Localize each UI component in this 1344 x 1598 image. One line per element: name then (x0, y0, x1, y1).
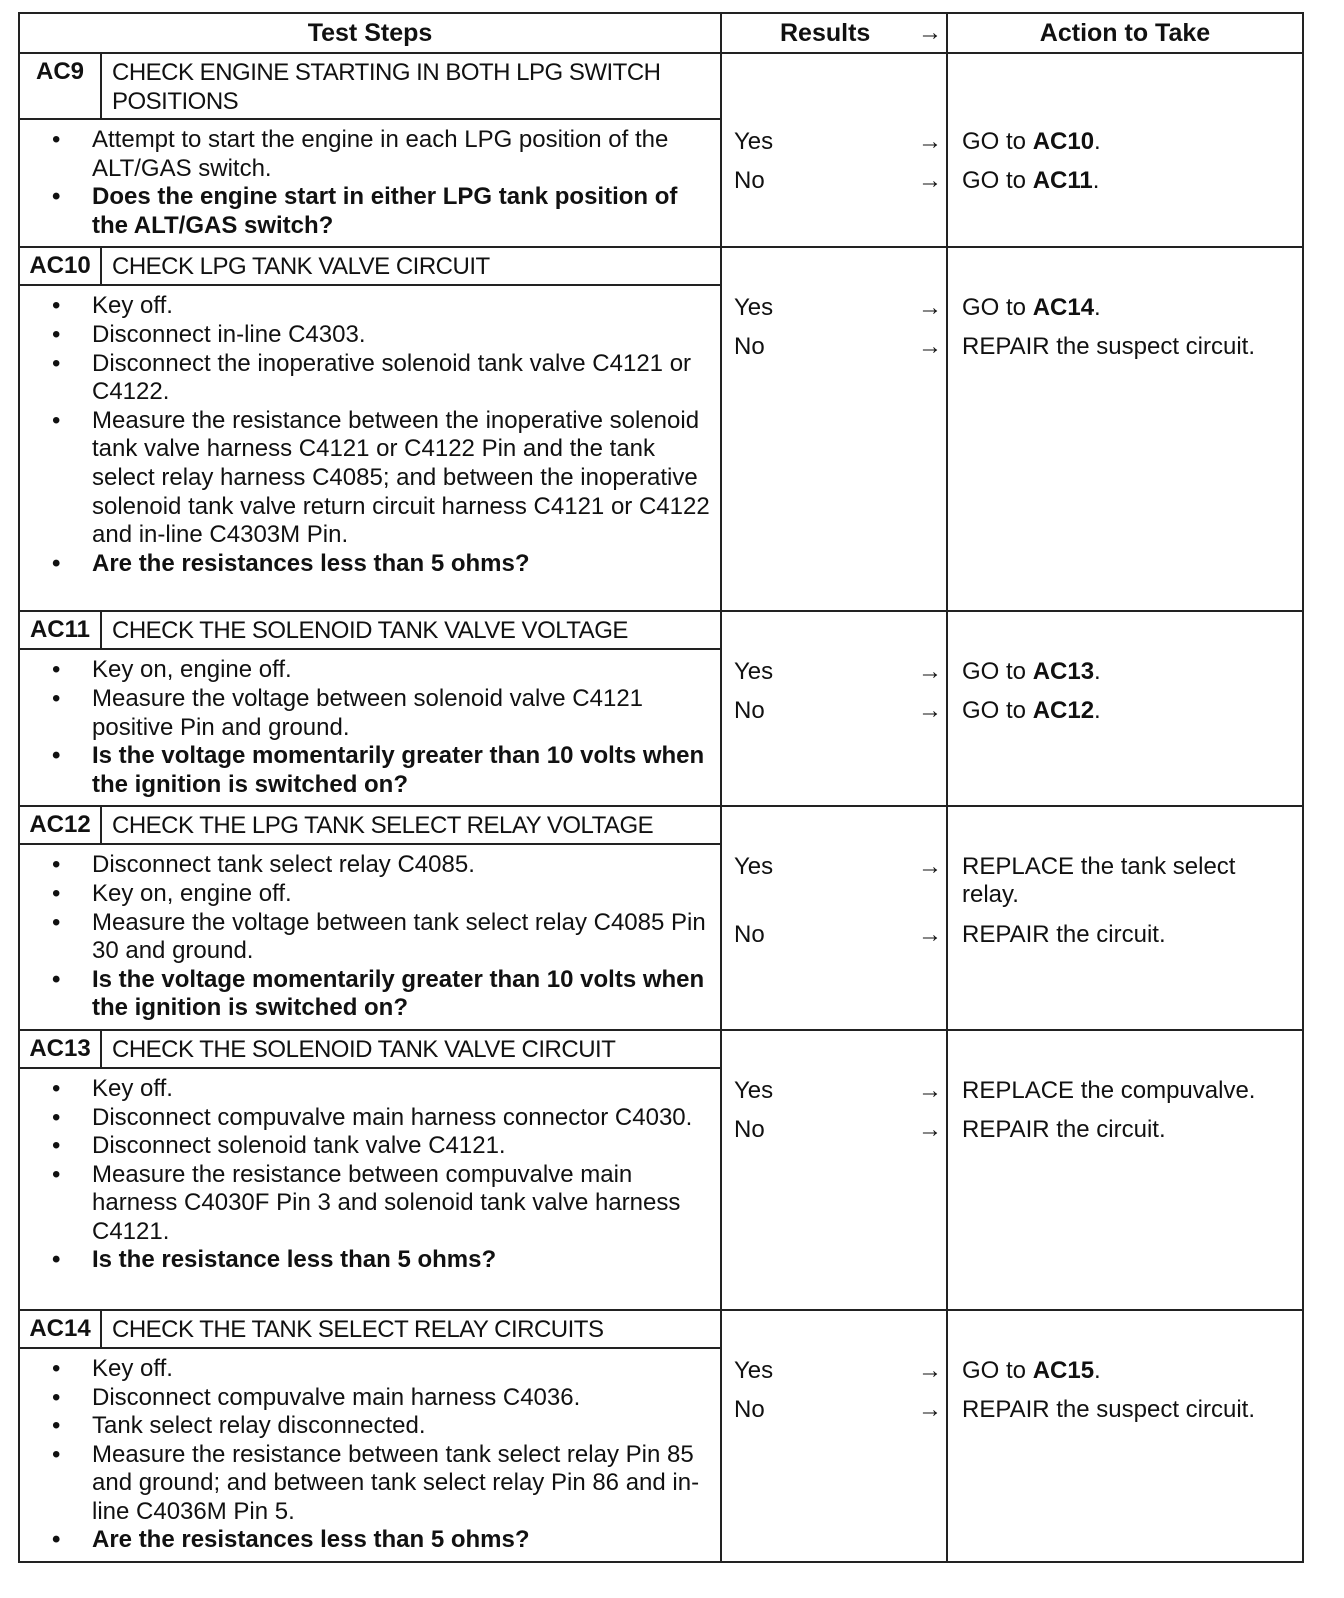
results-cell (721, 53, 947, 247)
step-question: • Are the resistances less than 5 ohms? (52, 550, 710, 579)
step-bullet: • Disconnect compuvalve main harness connector C4030. (52, 1104, 710, 1133)
arrow-icon: → (918, 1356, 942, 1384)
action-cell (947, 611, 1303, 806)
arrow-icon: → (918, 1395, 942, 1423)
action-cell (947, 806, 1303, 1030)
result-no: No → (734, 1115, 942, 1143)
step-bullet: • Key on, engine off. (52, 880, 710, 909)
step-bullet: • Disconnect in-line C4303. (52, 321, 710, 350)
action-no: REPAIR the suspect circuit. (962, 333, 1255, 361)
action-yes: GO to AC15. (962, 1356, 1101, 1384)
step-bullet: • Disconnect solenoid tank valve C4121. (52, 1132, 710, 1161)
results-cell (721, 1310, 947, 1562)
step-id: AC11 (20, 612, 102, 648)
header-results (721, 13, 947, 53)
action-yes: REPLACE the compuvalve. (962, 1076, 1256, 1104)
step-row-ac14 (19, 1310, 1303, 1562)
step-bullet: • Disconnect compuvalve main harness C4036. (52, 1384, 710, 1413)
step-title: CHECK THE TANK SELECT RELAY CIRCUITS (112, 1315, 604, 1343)
step-id: AC13 (20, 1031, 102, 1067)
step-bullet: • Measure the resistance between compuvalve main harness C4030F Pin 3 and solenoid tank valve harness C4121. (52, 1161, 710, 1247)
result-yes: Yes → (734, 658, 942, 686)
header-action: Action to Take (947, 13, 1303, 53)
step-id: AC9 (20, 54, 102, 118)
result-no: No → (734, 167, 942, 194)
action-yes: GO to AC14. (962, 294, 1101, 322)
step-question: • Are the resistances less than 5 ohms? (52, 1526, 710, 1555)
action-yes: REPLACE the tank select relay. (962, 853, 1236, 909)
step-bullet: • Disconnect tank select relay C4085. (52, 851, 710, 880)
step-cell (19, 611, 721, 806)
step-title: CHECK THE LPG TANK SELECT RELAY VOLTAGE (112, 812, 654, 840)
results-cell (721, 1030, 947, 1310)
result-yes: Yes → (734, 294, 942, 322)
arrow-icon: → (918, 658, 942, 686)
step-title: CHECK THE SOLENOID TANK VALVE VOLTAGE (112, 617, 628, 645)
step-title: CHECK LPG TANK VALVE CIRCUIT (112, 253, 490, 281)
arrow-icon: → (918, 1115, 942, 1143)
result-no: No → (734, 333, 942, 361)
step-cell (19, 247, 721, 611)
step-bullet: • Key off. (52, 292, 710, 321)
action-no: GO to AC11. (962, 167, 1100, 194)
step-bullet: • Disconnect the inoperative solenoid tank valve C4121 or C4122. (52, 350, 710, 407)
step-question: • Is the voltage momentarily greater than 10 volts when the ignition is switched on? (52, 966, 710, 1023)
action-no: REPAIR the suspect circuit. (962, 1395, 1255, 1423)
step-question: • Does the engine start in either LPG tank position of the ALT/GAS switch? (52, 183, 710, 240)
step-id: AC10 (20, 248, 102, 284)
step-bullet: • Measure the voltage between tank select relay C4085 Pin 30 and ground. (52, 909, 710, 966)
step-cell (19, 806, 721, 1030)
result-no: No → (734, 697, 942, 725)
arrow-icon: → (918, 294, 942, 322)
header-test-steps: Test Steps (19, 13, 721, 53)
action-yes: GO to AC13. (962, 658, 1101, 686)
step-row-ac13 (19, 1030, 1303, 1310)
step-bullet: • Key off. (52, 1355, 710, 1384)
result-yes: Yes → (734, 128, 942, 155)
arrow-icon: → (918, 853, 942, 881)
step-cell (19, 1030, 721, 1310)
step-title: CHECK ENGINE STARTING IN BOTH LPG SWITCH POSITIONS (112, 59, 661, 115)
result-yes: Yes → (734, 853, 942, 881)
result-yes: Yes → (734, 1076, 942, 1104)
arrow-icon: → (918, 1076, 942, 1104)
step-row-ac11 (19, 611, 1303, 806)
header-arrow-icon: → (918, 18, 942, 46)
step-row-ac9 (19, 53, 1303, 247)
action-yes: GO to AC10. (962, 128, 1101, 155)
step-id: AC12 (20, 807, 102, 843)
diagnostic-table-page (18, 12, 1300, 1584)
step-bullet: • Attempt to start the engine in each LPG position of the ALT/GAS switch. (52, 126, 710, 183)
result-no: No → (734, 921, 942, 949)
arrow-icon: → (918, 921, 942, 949)
step-bullet: • Key off. (52, 1075, 710, 1104)
action-no: REPAIR the circuit. (962, 1115, 1166, 1143)
action-cell (947, 1310, 1303, 1562)
step-bullet: • Measure the resistance between the inoperative solenoid tank valve harness C4121 or C4122 Pin and the tank select relay harness C4085; and between the inoperative solenoid tank valve return circuit harness C4121 or C4122 and in-line C4303M Pin. (52, 407, 710, 550)
step-bullet: • Measure the resistance between tank select relay Pin 85 and ground; and between tank select relay Pin 86 and in-line C4036M Pin 5. (52, 1441, 710, 1527)
step-question: • Is the resistance less than 5 ohms? (52, 1246, 710, 1275)
result-no: No → (734, 1395, 942, 1423)
action-no: GO to AC12. (962, 697, 1101, 725)
result-yes: Yes → (734, 1356, 942, 1384)
arrow-icon: → (918, 333, 942, 361)
results-cell (721, 611, 947, 806)
step-cell (19, 1310, 721, 1562)
table-header-row (19, 13, 1303, 53)
step-question: • Is the voltage momentarily greater than 10 volts when the ignition is switched on? (52, 742, 710, 799)
arrow-icon: → (918, 167, 942, 194)
arrow-icon: → (918, 697, 942, 725)
results-cell (721, 806, 947, 1030)
step-title: CHECK THE SOLENOID TANK VALVE CIRCUIT (112, 1035, 616, 1063)
step-cell (19, 53, 721, 247)
arrow-icon: → (918, 128, 942, 155)
test-steps-table (18, 12, 1304, 1563)
action-no: REPAIR the circuit. (962, 921, 1166, 949)
header-results-label: Results (780, 18, 871, 47)
action-cell (947, 247, 1303, 611)
step-row-ac12 (19, 806, 1303, 1030)
action-cell (947, 53, 1303, 247)
step-bullet: • Key on, engine off. (52, 656, 710, 685)
action-cell (947, 1030, 1303, 1310)
results-cell (721, 247, 947, 611)
step-row-ac10 (19, 247, 1303, 611)
step-bullet: • Tank select relay disconnected. (52, 1412, 710, 1441)
step-id: AC14 (20, 1311, 102, 1347)
step-bullet: • Measure the voltage between solenoid valve C4121 positive Pin and ground. (52, 685, 710, 742)
